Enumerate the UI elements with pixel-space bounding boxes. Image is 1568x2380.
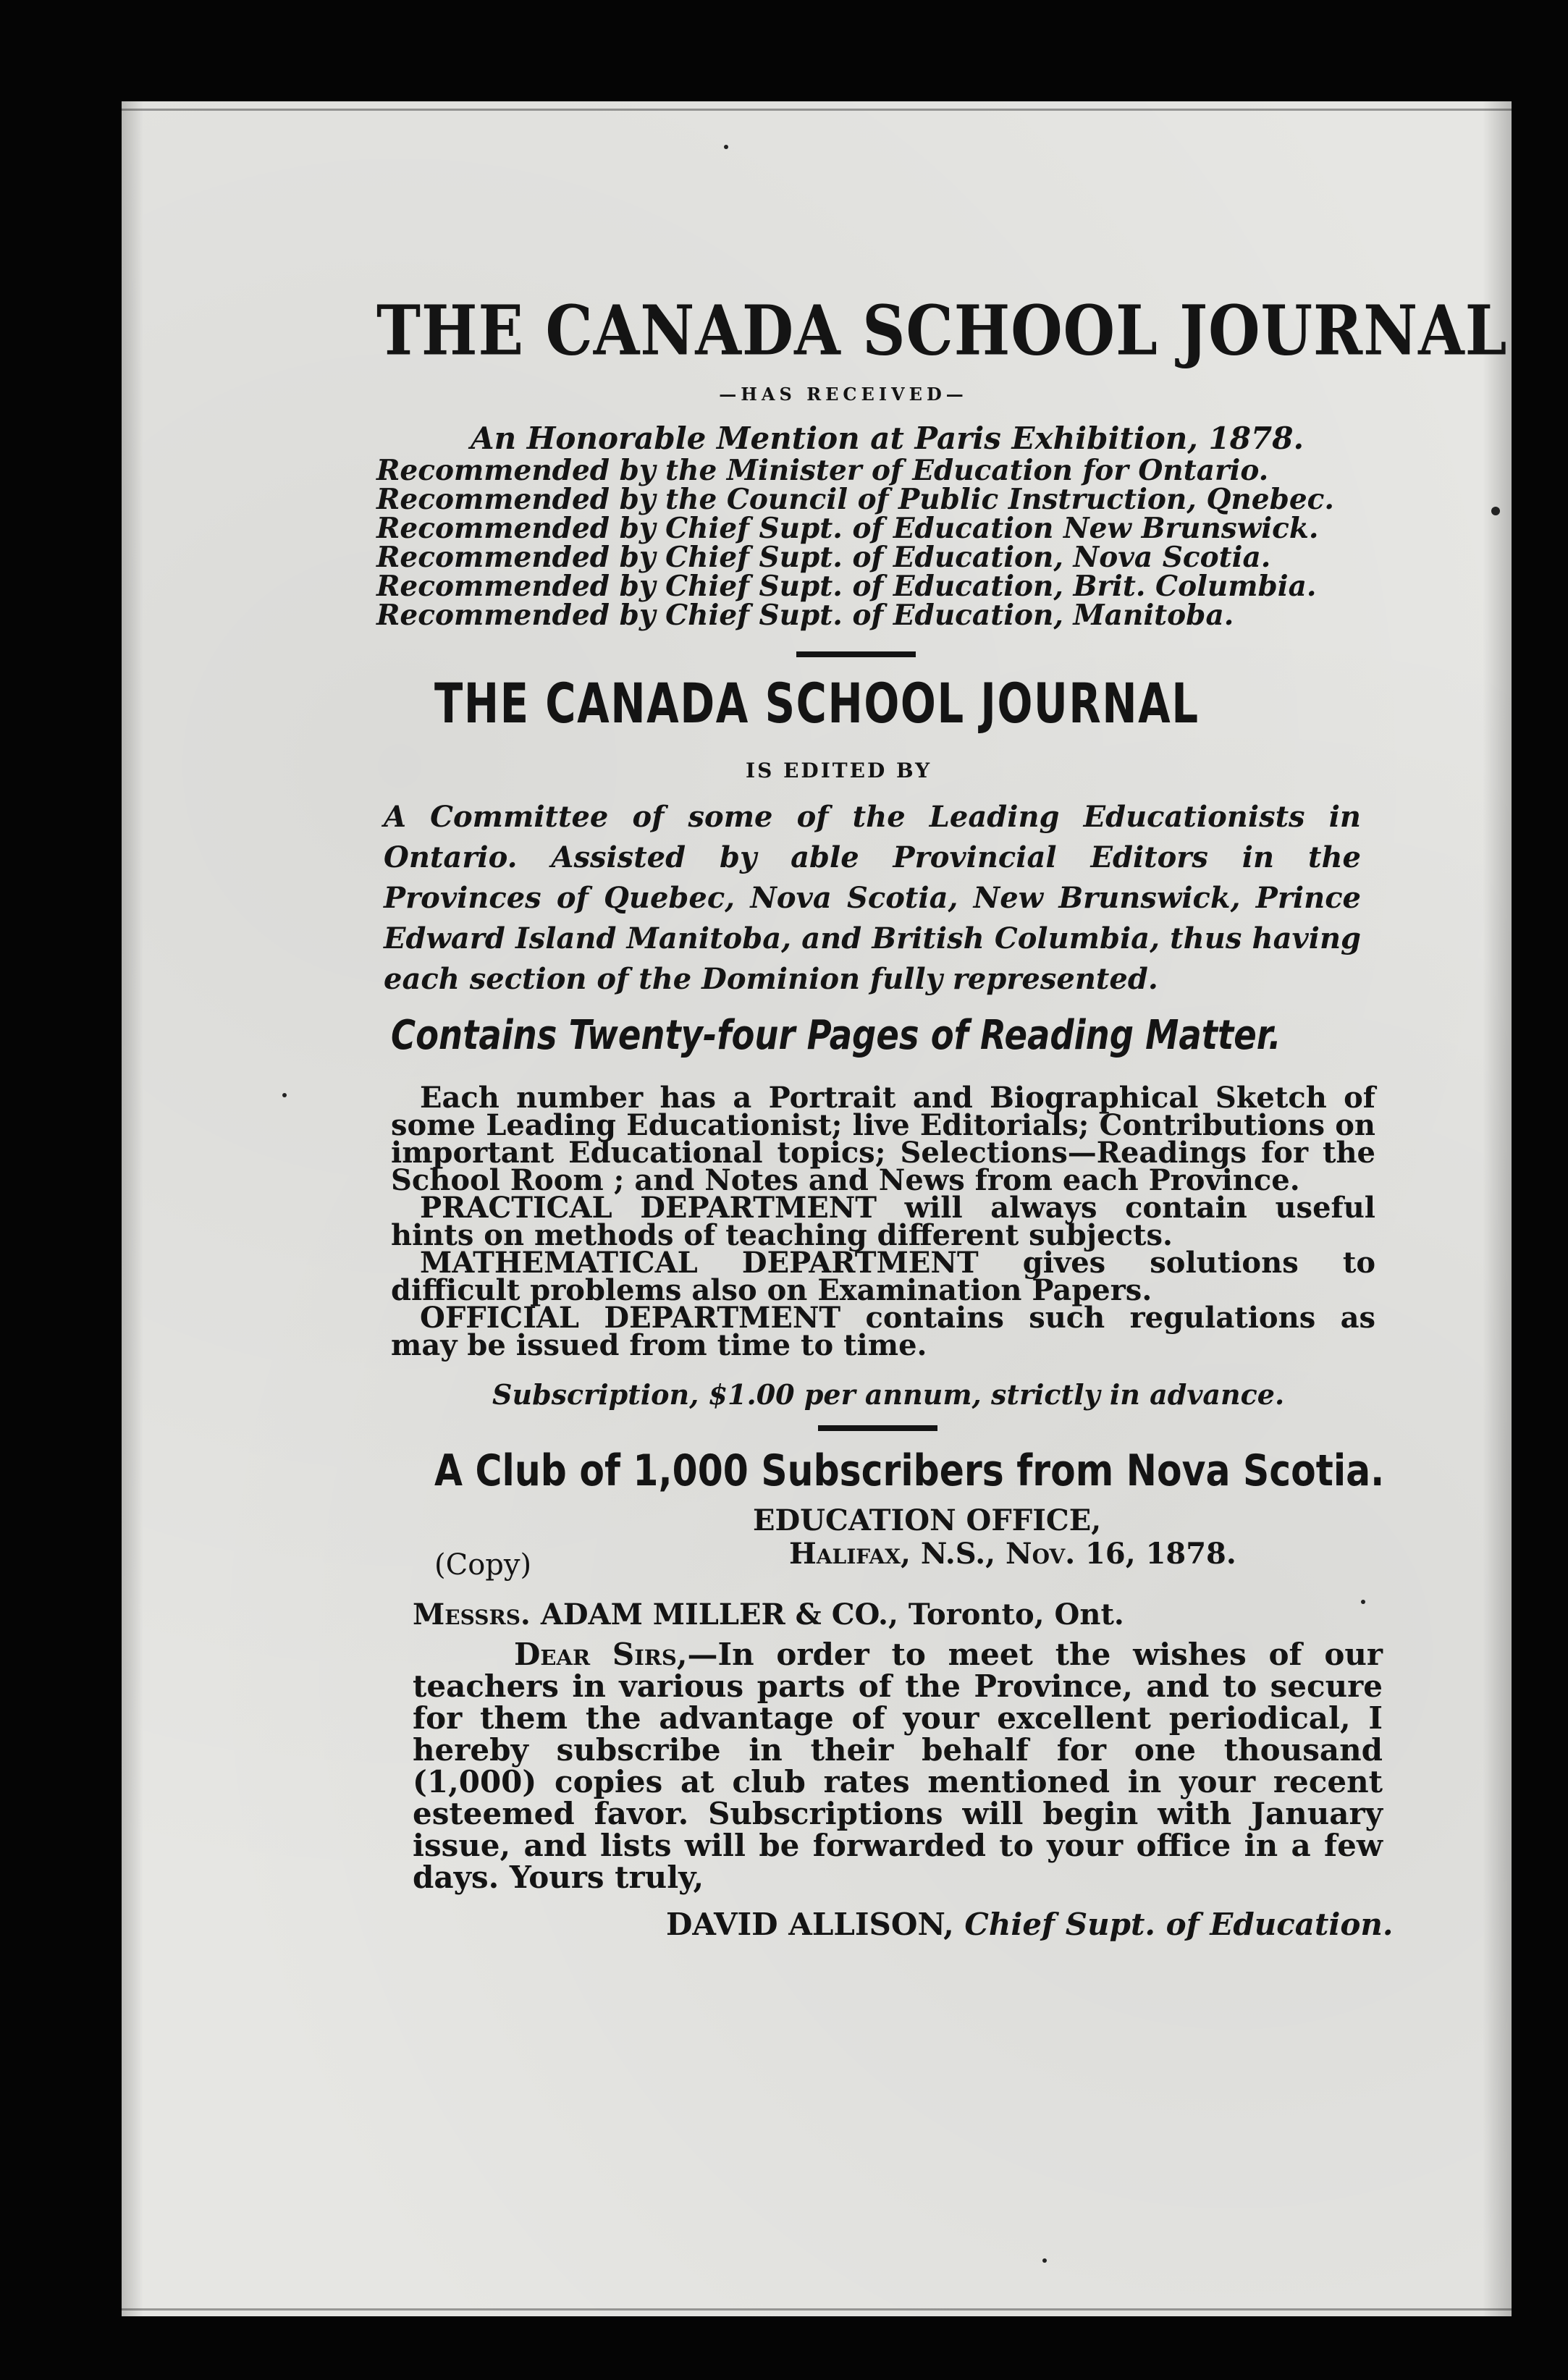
mathematical-department-paragraph: MATHEMATICAL DEPARTMENT gives solutions to difficult problems also on Examination Papers.	[391, 1245, 1375, 1307]
contains-heading: Contains Twenty-four Pages of Reading Matter.	[391, 1012, 1281, 1059]
copy-label: (Copy)	[434, 1548, 532, 1582]
practical-department-paragraph: PRACTICAL DEPARTMENT will always contain useful hints on methods of teaching different subjects.	[391, 1190, 1375, 1252]
recommendation-line: Recommended by the Minister of Education for Ontario.	[376, 454, 1269, 487]
speck	[1491, 507, 1500, 515]
education-office: EDUCATION OFFICE,	[753, 1503, 1102, 1537]
club-heading: A Club of 1,000 Subscribers from Nova Scotia.	[434, 1445, 1385, 1496]
honorable-mention: An Honorable Mention at Paris Exhibition, 1878.	[471, 421, 1304, 456]
recommendation-line: Recommended by the Council of Public Instruction, Qnebec.	[376, 483, 1334, 516]
recommendation-line: Recommended by Chief Supt. of Education, Brit. Columbia.	[376, 570, 1317, 603]
secondary-title: THE CANADA SCHOOL JOURNAL	[434, 671, 1200, 735]
speck	[724, 145, 728, 149]
advertisement	[268, 181, 1508, 1942]
speck	[1361, 1600, 1365, 1604]
recommendation-line: Recommended by Chief Supt. of Education, Nova Scotia.	[376, 541, 1271, 574]
scan-edge-line	[122, 2308, 1512, 2311]
recommendation-line: Recommended by Chief Supt. of Education New Brunswick.	[376, 512, 1319, 545]
letter-text: —In order to meet the wishes of our teachers in various parts of the Province, and to secure for them the advantage of your excellent periodical, I hereby subscribe in their behalf for one thousand (1,000) copies at club rates mentioned in your recent esteemed favor. Subscriptions will begin with January issue, and lists will be forwarded to your office in a few days. Yours truly,	[413, 1636, 1383, 1895]
signer-name: DAVID ALLISON,	[666, 1906, 954, 1942]
speck	[282, 1093, 287, 1097]
divider-rule	[796, 651, 916, 657]
features-paragraph: Each number has a Portrait and Biographical Sketch of some Leading Educationist; live Editorials; Contributions on important Educational topics; Selections—Readings for the School Room ; and Notes and News from each Province.	[391, 1080, 1375, 1197]
letter-signature	[666, 1906, 1394, 1942]
messrs-prefix: Messrs.	[413, 1597, 531, 1632]
subscription-price: Subscription, $1.00 per annum, strictly in advance.	[492, 1377, 1285, 1411]
letter-body	[413, 1636, 1383, 1895]
addressee: ADAM MILLER & CO., Toronto, Ont.	[540, 1597, 1124, 1632]
committee-paragraph: A Committee of some of the Leading Educationists in Ontario. Assisted by able Provincial Editors in the Provinces of Quebec, Nova Scotia, New Brunswick, Prince Edward Island Manitoba, and British Columbia, thus having each section of the Dominion fully represented.	[384, 800, 1361, 996]
letter-addressee-line	[413, 1598, 1354, 1632]
divider-rule	[818, 1425, 937, 1431]
features-section	[391, 1080, 1375, 1362]
scan-edge-line	[122, 109, 1512, 111]
recommendations-list	[268, 456, 1354, 630]
recommendation-line: Recommended by Chief Supt. of Education, Manitoba.	[376, 599, 1234, 632]
masthead-title: THE CANADA SCHOOL JOURNAL	[376, 290, 1508, 371]
official-department-paragraph: OFFICIAL DEPARTMENT contains such regulations as may be issued from time to time.	[391, 1300, 1375, 1362]
letter-dateline: Halifax, N.S., Nov. 16, 1878.	[789, 1536, 1236, 1571]
salutation: Dear Sirs,	[514, 1636, 688, 1672]
signer-title: Chief Supt. of Education.	[964, 1906, 1394, 1942]
has-received-label: —HAS RECEIVED—	[719, 384, 968, 405]
speck	[1042, 2258, 1047, 2263]
edited-by-label: IS EDITED BY	[746, 759, 932, 782]
letter-header	[268, 1503, 1354, 1584]
